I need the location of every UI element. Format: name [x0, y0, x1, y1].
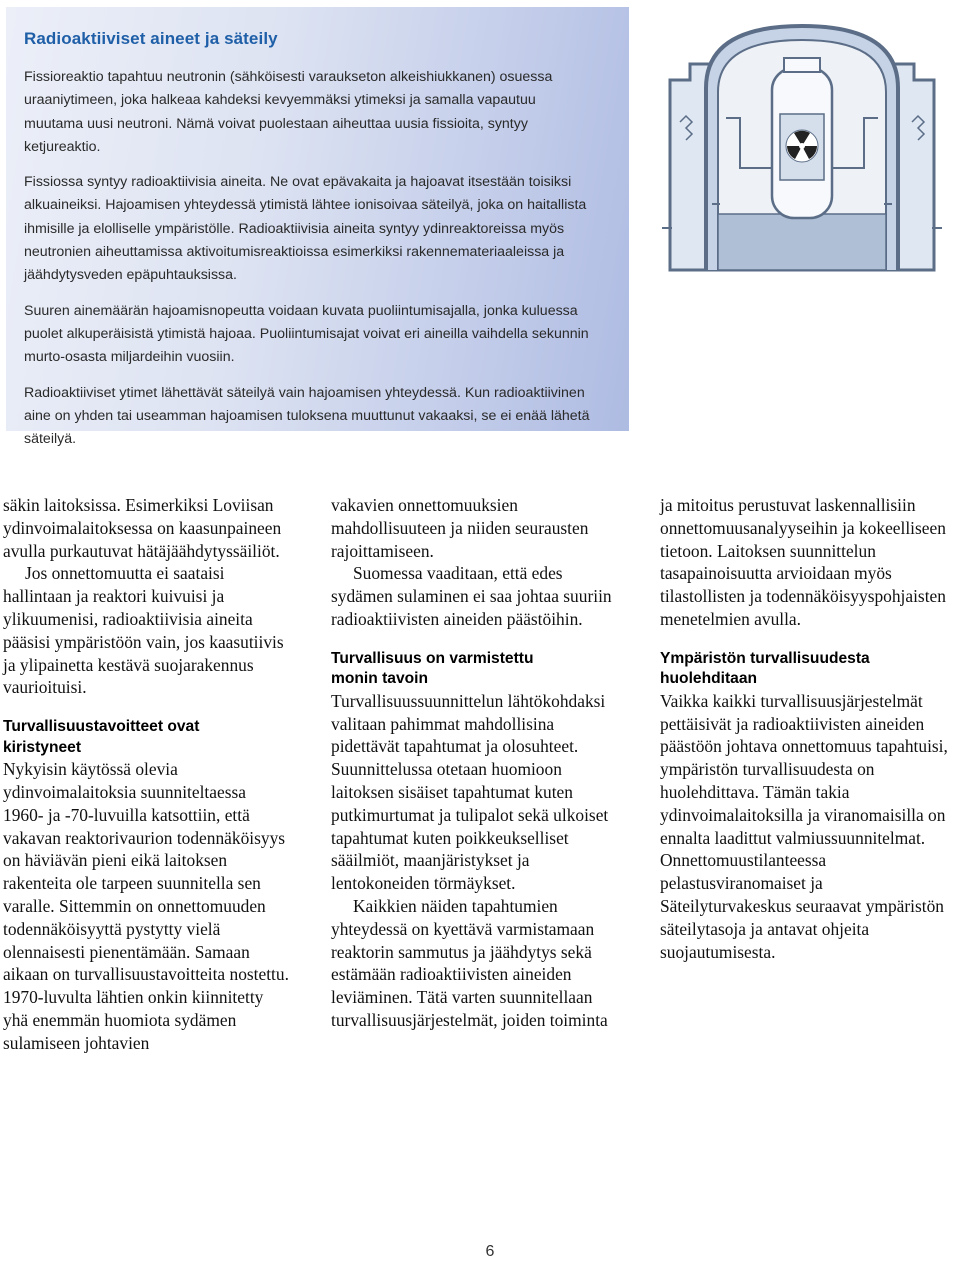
info-paragraph: Fissioreaktio tapahtuu neutronin (sähköisesti varaukseton alkeishiukkanen) osuessa uraaniytimeen, joka halkeaa kahdeksi kevyemmäksi ytimeksi ja samalla vapautuu muutama uusi neutroni. Nämä voivat puolestaan aiheuttaa uusia fissioita, syntyy ketjureaktio. [24, 69, 553, 155]
body-paragraph: Nykyisin käytössä olevia ydinvoimalaitoksia suunniteltaessa 1960- ja -70-luvuilla katsottiin, että vakavan reaktorivaurion todennäköisyys on häviävän pieni eikä laitoksen rakenteita ole tarpeen suunnitella sen varalle. Sittemmin on onnettomuuden todennäköisyyttä pystytty vielä olennaisesti pienentämään. Samaan aikaan on turvallisuustavoitteita nostettu. 1970-luvulta lähtien onkin kiinnitetty yhä enemmän huomiota sydämen sulamiseen johtavien [3, 759, 289, 1053]
page-number: 6 [485, 1243, 495, 1260]
body-paragraph: Suomessa vaaditaan, että edes sydämen sulaminen ei saa johtaa suuriin radioaktiivisten aineiden päästöihin. [331, 563, 612, 629]
info-paragraph: Radioaktiiviset ytimet lähettävät säteilyä vain hajoamisen yhteydessä. Kun radioaktiivinen aine on yhden tai useamman hajoamisen tuloksena muuttunut vakaaksi, se ei enää lähetä säteilyä. [24, 384, 590, 448]
body-paragraph: säkin laitoksissa. Esimerkiksi Loviisan ydinvoimalaitoksessa on kaasunpaineen avulla purkautuvat hätäjäähdytyssäiliöt. [3, 495, 282, 561]
text-column-3 [660, 494, 958, 963]
body-paragraph: Vaikka kaikki turvallisuusjärjestelmät pettäisivät ja radioaktiivisten aineiden päästöön johtava onnettomuus tapahtuisi, ympäristön turvallisuudesta on huolehdittava. Tämän takia ydinvoimalaitoksilla ja viranomaisilla on ennalta laadittut valmiussuunnitelmat. Onnettomuustilanteessa pelastusviranomaiset ja Säteilyturvakeskus seuraavat ympäristön säteilytasoja ja antavat ohjeita suojautumisesta. [660, 690, 948, 962]
body-paragraph: Jos onnettomuutta ei saataisi hallintaan ja reaktori kuivuisi ja ylikuumenisi, radioaktiivisia aineita pääsisi ympäristöön vain, jos kaasutiivis ja ylipainetta kestävä suojarakennus vaurioituisi. [3, 563, 284, 698]
info-paragraph: Fissiossa syntyy radioaktiivisia aineita. Ne ovat epävakaita ja hajoavat itsestään toisiksi alkuaineiksi. Hajoamisen yhteydessä ytimistä lähtee ionisoivaa säteilyä, joka on haitallista ihmisille ja elolliselle ympäristölle. Radioaktiivisia aineita syntyy ydinreaktoreissa myös neutronien aiheuttamissa aktivoitumisreaktioissa esimerkiksi rakennemateriaaleissa ja jäähdytysveden epäpuhtauksissa. [24, 174, 587, 284]
body-paragraph: ja mitoitus perustuvat laskennallisiin onnettomuusanalyyseihin ja kokeelliseen tietoon. Laitoksen suunnittelun tasapainoisuutta arvioidaan myös tilastollisten ja todennäköisyyspohjaisten menetelmien avulla. [660, 495, 946, 629]
section-heading: Ympäristön turvallisuudesta huolehditaan [660, 649, 870, 688]
body-paragraph: Kaikkien näiden tapahtumien yhteydessä on kyettävä varmistamaan reaktorin sammutus ja jäähdytys sekä estämään radioaktiivisten aineiden leviäminen. Tätä varten suunnitellaan turvallisuusjärjestelmät, joiden toiminta [331, 895, 608, 1030]
body-paragraph: vakavien onnettomuuksien mahdollisuuteen ja niiden seurausten rajoittamiseen. [331, 495, 589, 561]
section-heading: Turvallisuus on varmistettu monin tavoin [331, 649, 534, 688]
section-heading: Turvallisuustavoitteet ovat kiristyneet [3, 718, 200, 756]
info-box [6, 7, 629, 448]
reactor-containment-diagram-icon [656, 18, 948, 280]
text-column-2 [331, 494, 627, 1032]
reactor-svg [656, 18, 948, 280]
body-paragraph: Turvallisuussuunnittelun lähtökohdaksi valitaan pahimmat mahdollisina pidettävät tapahtumat ja olosuhteet. Suunnittelussa otetaan huomioon laitoksen sisäiset tapahtumat kuten putkimurtumat ja tulipalot sekä ulkoiset tapahtumat kuten poikkeukselliset sääilmiöt, maanjäristykset ja lentokoneiden törmäykset. [331, 690, 609, 894]
info-paragraph: Suuren ainemäärän hajoamisnopeutta voidaan kuvata puoliintumisajalla, jonka kuluessa puolet alkuperäisistä ytimistä hajoaa. Puoliintumisajat voivat eri aineilla vaihdella sekunnin murto-osasta miljardeihin vuosiin. [24, 302, 589, 366]
info-box-title: Radioaktiiviset aineet ja säteily [24, 29, 278, 48]
text-column-1 [3, 494, 289, 1055]
